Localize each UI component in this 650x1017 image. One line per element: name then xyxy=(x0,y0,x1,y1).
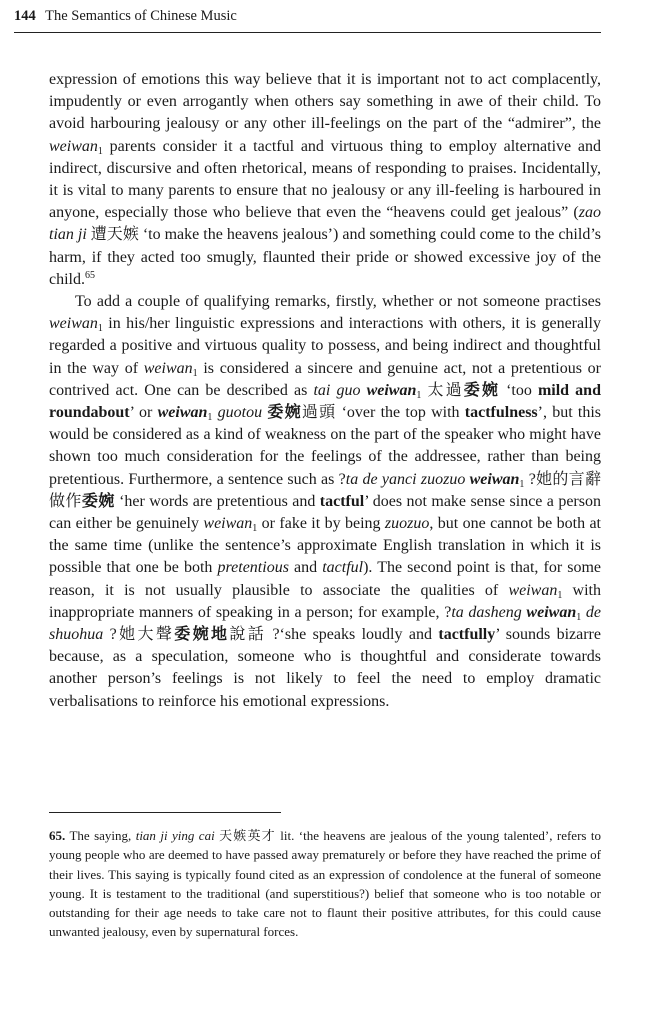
footnote-rule xyxy=(49,812,281,813)
page-number: 144 xyxy=(14,8,36,24)
paragraph-2: To add a couple of qualifying remarks, firstly, whether or not someone practises weiwan$_1$ in his/her linguistic expressions and interactions with others, it is generally regarded a positive and virtuous quality to possess, and being indirect and thoughtful in the way of weiwan$_1$ is considered a sincere and genuine act, not a pretentious or contrived act. One can be described as tai guo weiwan$_1$ 太過委婉 ‘too mild and roundabout’ or weiwan$_1$ guotou 委婉過頭 ‘over the top with tactfulness’, but this would be considered as a kind of weakness on the part of the speaker who might have shown too much consideration for the feelings of the addressee, rather than being pretentious. Furthermore, a sentence such as ?ta de yanci zuozuo weiwan$_1$ ?她的言辭做作委婉 ‘her words are pretentious and tactful’ does not make sense since a person can either be genuinely weiwan$_1$ or fake it by being zuozuo, but one cannot be both at the same time (unlike the sentence’s approximate English translation in which it is possible that one be both pretentious and tactful). The second point is that, for some reason, it is not usually plausible to associate the qualities of weiwan$_1$ with inappropriate manners of speaking in a person; for example, ?ta dasheng weiwan$_1$ de shuohua ?她大聲委婉地說話 ?‘she speaks loudly and tactfully’ sounds bizarre because, as a speculation, someone who is thoughtful and considerate towards another person’s feelings is not likely to feel the need to employ dramatic verbalisations to reinforce his emotional expressions. xyxy=(49,293,602,710)
paragraph-1: expression of emotions this way believe that it is important not to act complacently, impudently or even arrogantly when others say something in awe of their child. To avoid harbouring jealousy or any other ill-feelings on the part of the “admirer”, the weiwan$_1$ parents consider it a tactful and virtuous thing to employ alternative and indirect, discursive and often rhetorical, means of responding to praises. Incidentally, it is vital to many parents to ensure that no jealousy or any ill-feeling is harboured in anyone, especially those who believe that even the “heavens could get jealous” (zao tian ji 遭天嫉 ‘to make the heavens jealous’) and something could come to the child’s harm, if they acted too smugly, flaunted their pride or showed excessive joy of the child.$^{65}$ xyxy=(49,71,601,288)
running-head xyxy=(14,6,600,26)
footnote-ref-65: 65 xyxy=(85,269,95,281)
footnote-65: 65. The saying, tian ji ying cai 天嫉英才 lit. ‘the heavens are jealous of the young talented’, refers to young people who are deemed to have passed away prematurely or before they have reached the prime of their lives. This saying is typically found cited as an expression of condolence at the funeral of someone young. It is testament to the traditional (and superstitious?) belief that someone who is too notable or outstanding for their age needs to take care not to flaunt their positive attributes, for this could cause unwanted jealousy, even by supernatural forces. xyxy=(49,828,602,940)
running-title: The Semantics of Chinese Music xyxy=(45,8,237,24)
footnote-number: 65. xyxy=(49,828,66,843)
header-rule xyxy=(14,32,601,33)
body-text xyxy=(49,69,601,713)
